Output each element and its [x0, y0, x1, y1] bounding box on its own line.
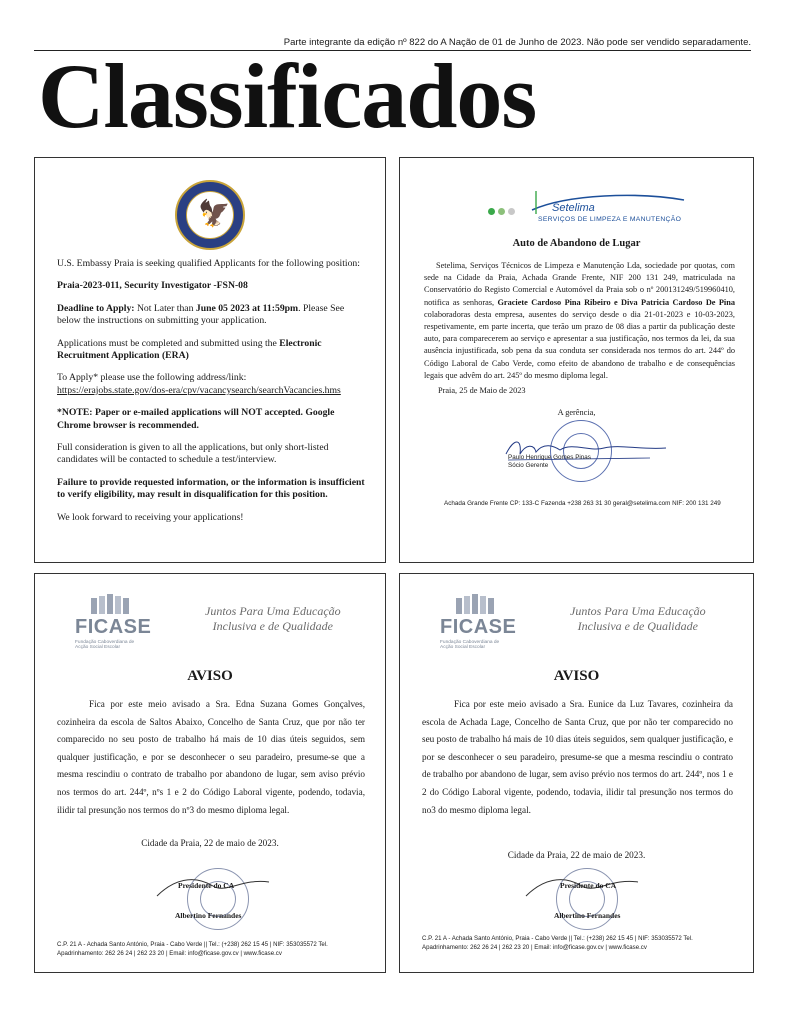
setelima-footer: Achada Grande Frente CP: 133-C Fazenda +238 263 31 30 geral@setelima.com NIF: 200 131 249: [444, 500, 721, 507]
ficase-president: Presidente do CA: [178, 881, 235, 890]
ficase-footer: C.P. 21 A - Achada Santo António, Praia - Cabo Verde || Tel.: (+238) 262 15 45 | NIF: 353035572 Tel. Apadrinhamento: 262 26 24 | 262 23 20 | Email: info@ficase.gov.cv | www.ficase.cv: [422, 935, 693, 951]
embassy-ad-text: [57, 258, 365, 534]
us-embassy-seal-icon: 🦅: [175, 180, 245, 250]
ficase-body: Fica por este meio avisado a Sra. Edna Suzana Gomes Gonçalves, cozinheira da escola de Saltos Abaixo, Concelho de Santa Cruz, que por não ter comparecido no seu posto de trabalho há mais de 10 dias úteis seguidos, sem qualquer justificação, e por se desconhecer o seu paradeiro, presume-se que a mesma rescindiu o contrato de trabalho por abandono de lugar, sem aviso prévio nos termos do art. 244º, nºs 1 e 2 do Código Laboral vigente, podendo, todavia, ilidir tal presunção nos termos do nº3 do mesmo diploma legal.: [57, 699, 365, 815]
ficase-books-icon: [87, 594, 133, 616]
setelima-title: Auto de Abandono de Lugar: [512, 238, 641, 249]
ficase-logo: FICASE Fundação Caboverdiana de Acção Social Escolar: [75, 594, 145, 650]
embassy-consideration: Full consideration is given to all the applications, but only short-listed candidates will be contacted to schedule a test/interview.: [57, 442, 329, 466]
embassy-failure: Failure to provide requested information, or the information is insufficient to verify eligibility, may result in disqualification for this position.: [57, 476, 365, 501]
setelima-date: Praia, 25 de Maio de 2023: [438, 386, 526, 395]
setelima-signer-role: Sócio Gerente: [508, 462, 549, 469]
ficase-footer: C.P. 21 A - Achada Santo António, Praia - Cabo Verde || Tel.: (+238) 262 15 45 | NIF: 353035572 Tel. Apadrinhamento: 262 26 24 | 262 23 20 | Email: info@ficase.gov.cv | www.ficase.cv: [57, 941, 328, 957]
setelima-dots-icon: [488, 202, 518, 220]
embassy-applications: Applications must be completed and submitted using the Electronic Recruitment Application (ERA): [57, 337, 322, 362]
embassy-ad: [34, 157, 386, 563]
ficase-signer: Albertino Fernandes: [554, 911, 621, 920]
embassy-position: Praia-2023-011, Security Investigator -FSN-08: [57, 280, 248, 292]
ficase-date: Cidade da Praia, 22 de maio de 2023.: [141, 838, 279, 848]
setelima-signoff: A gerência,: [557, 408, 596, 417]
embassy-apply: To Apply* please use the following address/link: https://erajobs.state.gov/dos-era/cpv/vacancysearch/searchVacancies.hms: [57, 372, 341, 396]
embassy-note: *NOTE: Paper or e-mailed applications will NOT accepted. Google Chrome browser is recommended.: [57, 407, 335, 431]
masthead-title: Classificados: [38, 45, 537, 147]
ficase-aviso-1: [34, 573, 386, 973]
setelima-ad: [399, 157, 754, 563]
ficase-slogan: Juntos Para Uma Educação Inclusiva e de Qualidade: [570, 604, 706, 633]
embassy-deadline: Deadline to Apply: Not Later than June 05 2023 at 11:59pm. Please See below the instructions on submitting your application.: [57, 302, 345, 327]
setelima-body: Setelima, Serviços Técnicos de Limpeza e Manutenção Lda, sociedade por quotas, com sede na Cidade da Praia, Achada Grande Frente, NIF 200 131 249, matriculada na Conservatório do Registo Comercial e Automóvel da Praia sob o nº 200131249/519960410, notifica as senhoras, Graciete Cardoso Pina Ribeiro e Diva Patricia Cardoso De Pina colaboradoras desta empresa, ausentes do serviço desde o dia 21-01-2023 e 10-03-2023, respetivamente, em parte incerta, que terão um prazo de 08 dias a partir da publicação deste auto, para comparecerem ao serviço e apresentar a sua justificação, nos termos da lei, da sua ausência injustificada, sob pena da sua conduta ser considerada nos termos do art. 244º do Código Laboral de Cabo Verde, como efeito de abandono de trabalho e de consequências legais que advêm do art. 245º do mesmo diploma legal.: [424, 261, 735, 380]
setelima-logo-sub: SERVIÇOS DE LIMPEZA E MANUTENÇÃO: [538, 216, 682, 223]
ficase-aviso-2: [399, 573, 754, 973]
ficase-slogan: Juntos Para Uma Educação Inclusiva e de Qualidade: [205, 604, 341, 633]
ficase-logo: FICASE Fundação Caboverdiana de Acção Social Escolar: [440, 594, 510, 650]
setelima-signer-name: Paulo Henrique Gomes Pinas: [508, 454, 591, 461]
edition-note: Parte integrante da edição nº 822 do A Nação de 01 de Junho de 2023. Não pode ser vendido separadamente.: [283, 37, 751, 48]
ficase-president: Presidente do CA: [560, 881, 617, 890]
ficase-title: AVISO: [553, 668, 600, 684]
setelima-logo-name: Setelima: [552, 202, 595, 214]
embassy-intro: U.S. Embassy Praia is seeking qualified Applicants for the following position:: [57, 258, 360, 269]
ficase-signer: Albertino Fernandes: [175, 911, 242, 920]
embassy-closing: We look forward to receiving your applications!: [57, 511, 244, 523]
ficase-body: Fica por este meio avisado a Sra. Eunice da Luz Tavares, cozinheira da escola de Achada Lage, Concelho de Santa Cruz, que por não ter comparecido no seu posto de trabalho há mais de 10 dias úteis seguidos, sem qualquer justificação, e por se desconhecer o seu paradeiro, presume-se que a mesma rescindiu o contrato de trabalho por abandono de lugar, sem aviso prévio nos termos do art. 244º, nos 1 e 2 do Código Laboral vigente, podendo, todavia, ilidir tal presunção nos termos do no3 do mesmo diploma legal.: [422, 699, 733, 815]
ficase-date: Cidade da Praia, 22 de maio de 2023.: [507, 850, 646, 860]
ficase-title: AVISO: [187, 668, 233, 684]
embassy-apply-link[interactable]: https://erajobs.state.gov/dos-era/cpv/vacancysearch/searchVacancies.hms: [57, 384, 341, 396]
ficase-books-icon: [452, 594, 498, 616]
